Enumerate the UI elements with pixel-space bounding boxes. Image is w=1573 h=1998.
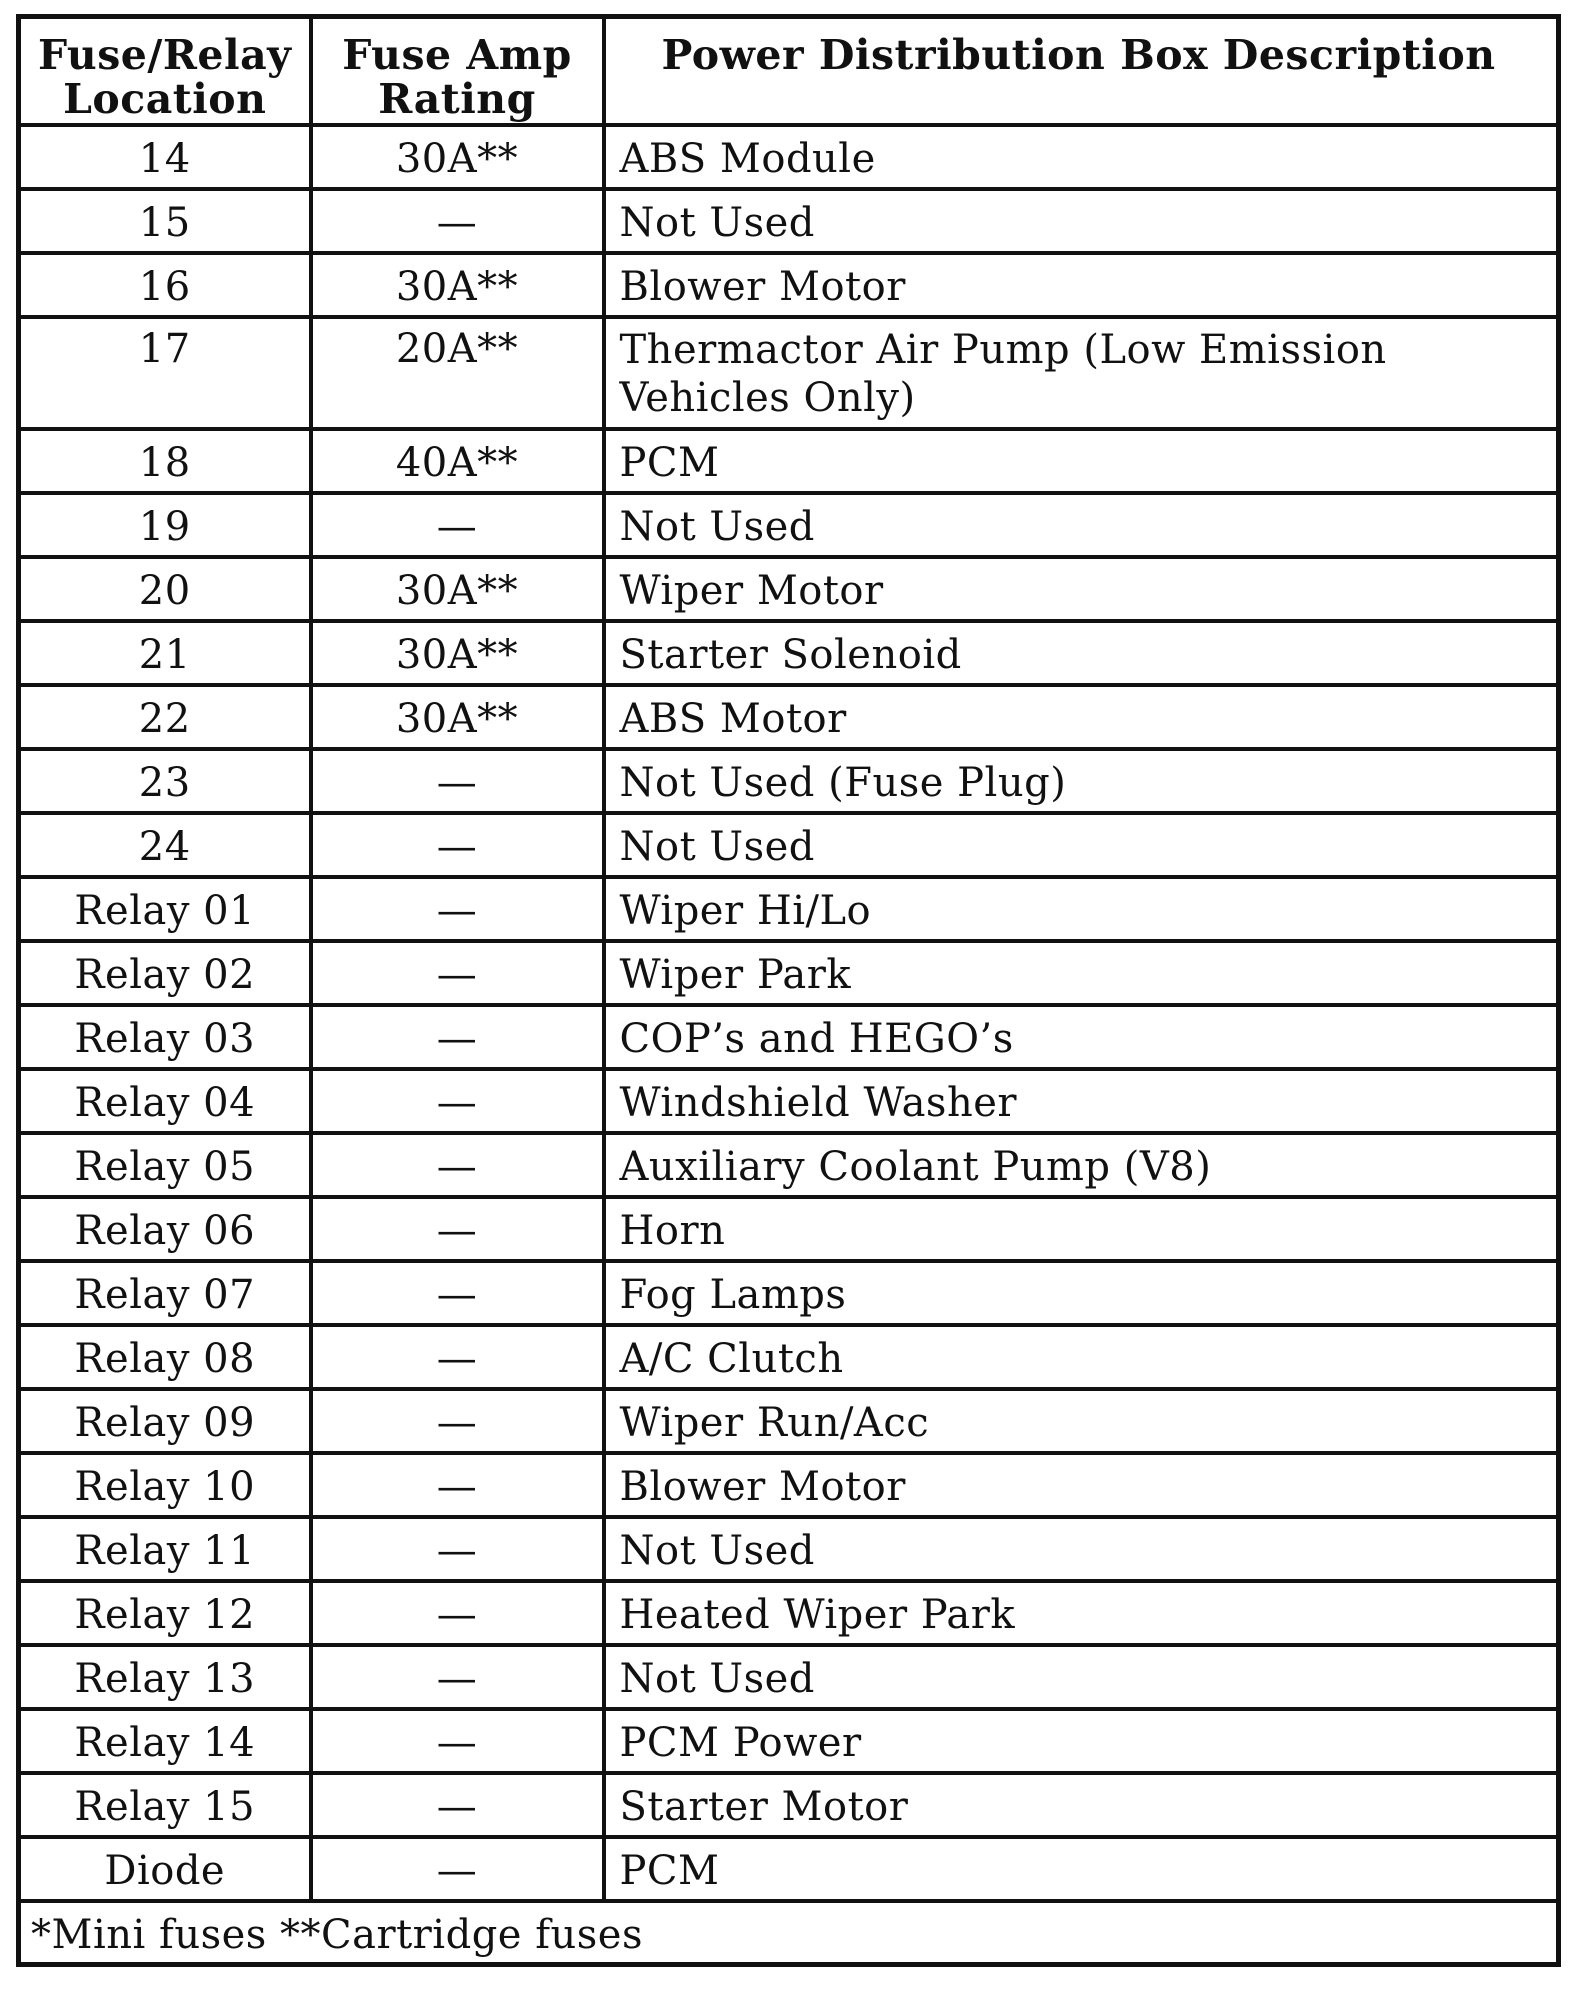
cell-location: 24: [19, 813, 311, 877]
cell-location: Relay 09: [19, 1389, 311, 1453]
cell-amp-rating: 30A**: [311, 685, 604, 749]
table-row: [19, 125, 1559, 189]
cell-location: Relay 14: [19, 1709, 311, 1773]
cell-location: 18: [19, 429, 311, 493]
cell-location: Relay 08: [19, 1325, 311, 1389]
cell-amp-rating: —: [311, 1773, 604, 1837]
cell-description: Windshield Washer: [604, 1069, 1559, 1133]
cell-description: Not Used: [604, 813, 1559, 877]
table-row: [19, 1517, 1559, 1581]
cell-description: PCM: [604, 429, 1559, 493]
cell-location: Relay 04: [19, 1069, 311, 1133]
table-row: [19, 189, 1559, 253]
cell-location: Relay 01: [19, 877, 311, 941]
cell-amp-rating: —: [311, 941, 604, 1005]
cell-amp-rating: —: [311, 1389, 604, 1453]
cell-location: 14: [19, 125, 311, 189]
cell-description: Blower Motor: [604, 253, 1559, 317]
header-amp-line1: Fuse Amp: [342, 31, 572, 79]
header-location-line1: Fuse/Relay: [38, 31, 292, 79]
cell-location: 17: [19, 317, 311, 429]
cell-location: 22: [19, 685, 311, 749]
table-row: [19, 317, 1559, 429]
cell-amp-rating: 30A**: [311, 253, 604, 317]
table-row: [19, 1453, 1559, 1517]
cell-location: 23: [19, 749, 311, 813]
description-line2: Vehicles Only): [619, 374, 916, 421]
cell-amp-rating: 30A**: [311, 125, 604, 189]
header-row: [19, 17, 1559, 125]
cell-amp-rating: —: [311, 1325, 604, 1389]
cell-amp-rating: —: [311, 1261, 604, 1325]
cell-location: 15: [19, 189, 311, 253]
cell-description: Blower Motor: [604, 1453, 1559, 1517]
header-location: [19, 17, 311, 125]
cell-amp-rating: —: [311, 189, 604, 253]
cell-description: A/C Clutch: [604, 1325, 1559, 1389]
cell-description: Horn: [604, 1197, 1559, 1261]
cell-location: Relay 10: [19, 1453, 311, 1517]
cell-location: Relay 13: [19, 1645, 311, 1709]
cell-description: PCM: [604, 1837, 1559, 1901]
cell-amp-rating: —: [311, 1581, 604, 1645]
table-row: [19, 1645, 1559, 1709]
cell-description: [604, 317, 1559, 429]
description-line1: Thermactor Air Pump (Low Emission: [619, 326, 1387, 373]
cell-amp-rating: —: [311, 1453, 604, 1517]
table-row: [19, 621, 1559, 685]
fuse-relay-table: [16, 14, 1561, 1967]
cell-location: Relay 07: [19, 1261, 311, 1325]
header-location-line2: Location: [63, 75, 267, 123]
cell-description: Not Used: [604, 189, 1559, 253]
cell-location: Diode: [19, 1837, 311, 1901]
cell-description: COP’s and HEGO’s: [604, 1005, 1559, 1069]
table-row: [19, 253, 1559, 317]
cell-location: Relay 15: [19, 1773, 311, 1837]
cell-location: Relay 02: [19, 941, 311, 1005]
table-row: [19, 813, 1559, 877]
table-row: [19, 1581, 1559, 1645]
cell-amp-rating: 30A**: [311, 557, 604, 621]
header-amp-line2: Rating: [378, 75, 536, 123]
table-row: [19, 1325, 1559, 1389]
cell-amp-rating: —: [311, 1133, 604, 1197]
cell-amp-rating: —: [311, 877, 604, 941]
header-description: Power Distribution Box Description: [604, 17, 1559, 125]
table-body: [19, 125, 1559, 1901]
cell-description: PCM Power: [604, 1709, 1559, 1773]
cell-amp-rating: —: [311, 1069, 604, 1133]
cell-description: Not Used: [604, 1645, 1559, 1709]
cell-location: Relay 06: [19, 1197, 311, 1261]
cell-description: ABS Motor: [604, 685, 1559, 749]
table-row: [19, 1389, 1559, 1453]
cell-location: 19: [19, 493, 311, 557]
cell-amp-rating: —: [311, 1197, 604, 1261]
table-row: [19, 1261, 1559, 1325]
cell-location: Relay 05: [19, 1133, 311, 1197]
table-row: [19, 493, 1559, 557]
cell-amp-rating: —: [311, 1837, 604, 1901]
table-row: [19, 1197, 1559, 1261]
cell-amp-rating: —: [311, 493, 604, 557]
cell-amp-rating: —: [311, 1709, 604, 1773]
table-row: [19, 941, 1559, 1005]
cell-description: Fog Lamps: [604, 1261, 1559, 1325]
cell-description: Not Used: [604, 1517, 1559, 1581]
table-row: [19, 1709, 1559, 1773]
cell-description: Wiper Hi/Lo: [604, 877, 1559, 941]
cell-amp-rating: 40A**: [311, 429, 604, 493]
cell-amp-rating: —: [311, 1517, 604, 1581]
table-row: [19, 1005, 1559, 1069]
table-row: [19, 749, 1559, 813]
cell-description: Starter Solenoid: [604, 621, 1559, 685]
table-row: [19, 429, 1559, 493]
table-row: [19, 1133, 1559, 1197]
cell-amp-rating: 30A**: [311, 621, 604, 685]
cell-description: Not Used (Fuse Plug): [604, 749, 1559, 813]
cell-description: Wiper Motor: [604, 557, 1559, 621]
cell-amp-rating: —: [311, 1005, 604, 1069]
cell-amp-rating: —: [311, 749, 604, 813]
table-row: [19, 877, 1559, 941]
cell-location: Relay 03: [19, 1005, 311, 1069]
cell-location: 16: [19, 253, 311, 317]
cell-description: Heated Wiper Park: [604, 1581, 1559, 1645]
header-amp-rating: [311, 17, 604, 125]
cell-amp-rating: 20A**: [311, 317, 604, 429]
table-row: [19, 1773, 1559, 1837]
cell-description: Auxiliary Coolant Pump (V8): [604, 1133, 1559, 1197]
cell-location: 21: [19, 621, 311, 685]
cell-location: Relay 12: [19, 1581, 311, 1645]
table-row: [19, 1069, 1559, 1133]
footnote: *Mini fuses **Cartridge fuses: [19, 1901, 1559, 1965]
cell-location: 20: [19, 557, 311, 621]
cell-amp-rating: —: [311, 1645, 604, 1709]
cell-location: Relay 11: [19, 1517, 311, 1581]
table-row: [19, 685, 1559, 749]
cell-description: Wiper Run/Acc: [604, 1389, 1559, 1453]
cell-amp-rating: —: [311, 813, 604, 877]
cell-description: ABS Module: [604, 125, 1559, 189]
cell-description: Not Used: [604, 493, 1559, 557]
cell-description: Starter Motor: [604, 1773, 1559, 1837]
footnote-row: [19, 1901, 1559, 1965]
table-row: [19, 1837, 1559, 1901]
table-row: [19, 557, 1559, 621]
cell-description: Wiper Park: [604, 941, 1559, 1005]
